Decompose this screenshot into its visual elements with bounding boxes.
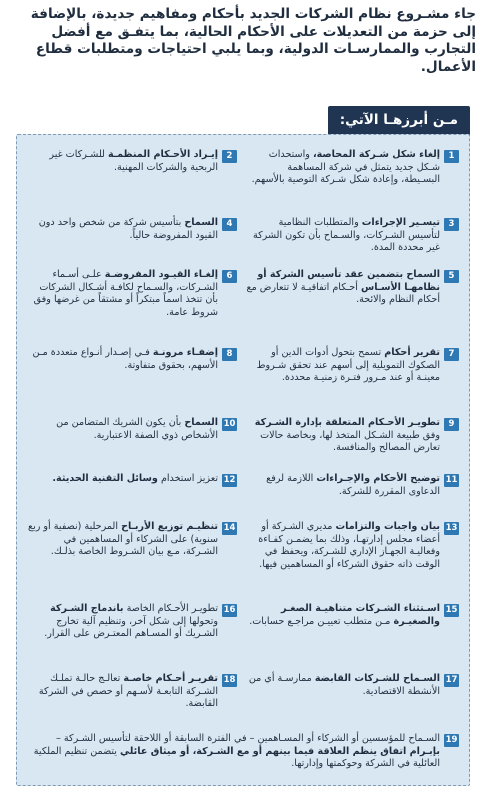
item-text [27, 603, 218, 641]
item-text [27, 347, 218, 372]
item-text [246, 217, 440, 255]
item-text [27, 673, 218, 711]
item-text [246, 149, 440, 187]
intro-paragraph [12, 6, 476, 76]
list-item-10 [27, 417, 237, 442]
item-text [27, 269, 218, 319]
item-bold: اسـتثناء الشـركات متناهيـة الصغـر والصغيـرة [280, 603, 440, 627]
item-body: ممارسـة أي من الأنشطة الاقتصادية. [248, 673, 440, 697]
item-body: وفق طبيعة الشـكل المتخذ لها، وبخاصة حالات تعارض المصالح والمنافسة. [260, 429, 440, 454]
item-number: 12 [223, 475, 236, 485]
item-text [246, 603, 440, 628]
item-body-2: وتحولها إلى شكل آخر، وتنظيم آلية تخارج الشـريك أو المسـاهم المعتـرض على القرار. [44, 615, 218, 640]
list-item-6 [27, 269, 237, 319]
list-item-8 [27, 347, 237, 372]
highlights-box [16, 134, 470, 786]
item-bold: تقرير أحكام [384, 347, 440, 358]
item-number: 11 [445, 475, 458, 485]
list-item-16 [27, 603, 237, 641]
item-text [246, 347, 440, 385]
item-body: تعالـج حالـة تملـك الشـركة التابعـة لأسـهم أو حصص في الشركة القابضة. [38, 673, 218, 710]
item-bold: السماح [184, 417, 218, 428]
list-item-4 [27, 217, 237, 242]
item-bold: تيسـير الإجراءات [361, 217, 440, 228]
item-body: علـى أسـماء الشـركات، والسـماح لكافـة أشـكال الشركات بأن تتخذ اسماً مبتكراً أو مشتقاً من غرضها وفق شروط عامة. [33, 269, 218, 318]
item-bold: إلغاء شكل شـركة المحاصة، [312, 149, 440, 160]
item-body: والمتطلبات النظامية لتأسيس الشـركات، والسـماح بأن تكون الشركة غير محددة المدة. [252, 217, 440, 254]
item-text [27, 473, 218, 487]
item-body: بأن يكون الشريك المتضامن من الأشخاص ذوي الصفة الاعتبارية. [56, 417, 218, 441]
item-number: 16 [223, 605, 236, 615]
item-text [246, 269, 440, 307]
item-text [27, 217, 218, 242]
list-item-15 [246, 603, 459, 628]
list-item-2 [27, 149, 237, 174]
intro-highlight: بأحكام ومفاهيم جديدة، [91, 6, 245, 22]
item-text [27, 521, 218, 559]
item-number: 5 [444, 270, 459, 283]
item-text [246, 673, 440, 698]
item-bold: بيان واجبات والتزامات [335, 521, 440, 532]
item-bold: إيـراد الأحـكام المنظمـة [108, 149, 218, 160]
item-number: 14 [223, 523, 236, 533]
list-item-12 [27, 473, 237, 487]
item-text [27, 417, 218, 442]
list-item-18 [27, 673, 237, 711]
item-text [246, 417, 440, 455]
item-number: 2 [222, 150, 237, 163]
item-bold: السـماح للشـركات القابضة [314, 673, 440, 684]
item-body: واستحداث شـكل جديد يتمثل في شركة المساهمة البسـيطة، وإعادة شكل شـركة التوصية بالأسهم. [251, 149, 440, 186]
item-body: تطويـر الأحـكام الخاصة [123, 603, 218, 614]
item-body: للشـركات غير الربحية والشركات المهنية. [49, 149, 218, 173]
item-number: 8 [222, 348, 237, 361]
item-text [246, 473, 440, 498]
item-number: 15 [445, 605, 458, 615]
item-bold: السماح بتضمين عقد تأسيس الشركة أو نظامهـا الأسـاس [257, 269, 440, 293]
item-number: 1 [444, 150, 459, 163]
item-number: 7 [444, 348, 459, 361]
item-body: فـي إصـدار أنـواع متعددة مـن الأسهم، بحقوق متفاوتة. [32, 347, 218, 371]
item-bold: تطويـر الأحـكام المتعلقة بإدارة الشـركة [254, 417, 440, 428]
item-number: 17 [445, 675, 458, 685]
item-bold: بإبـرام اتفاق ينظم العلاقة فيما بينهم أو مع الشـركة، أو ميثاق عائلي [120, 745, 440, 757]
item-bold: تنظيـم توزيع الأربـاح [121, 521, 218, 532]
item-bold: توضيح الأحكام والإجـراءات [316, 473, 440, 484]
item-body-2: يتضمن تنظيم الملكية العائلية في الشركة وحوكمتها وإدارتها. [33, 745, 440, 770]
list-item-19 [29, 733, 459, 771]
item-body: اللازمة لرفع الدعاوى المقررة للشركة. [266, 473, 440, 497]
item-number: 13 [445, 523, 458, 533]
item-number: 19 [445, 735, 458, 745]
item-text [29, 733, 440, 771]
item-bold: وسائل التقنية الحديثة. [52, 473, 158, 484]
item-number: 4 [222, 218, 237, 231]
list-item-1 [246, 149, 459, 187]
item-body: أحـكام اتفاقيـة لا تتعارض مع أحكام النظام والائحة. [246, 281, 440, 306]
intro-rest: بالإضافة إلى حزمة من التعديلات على الأحكام الحالية، بما يتفـق مع أفضل التجارب والممارسـات الدولية، وبما يلبي احتياجات ومتطلبات قطاع الأعمال. [30, 6, 476, 75]
item-bold: باندماج الشـركة [50, 603, 124, 614]
item-body: بتأسيس شركة من شخص واحد دون القيود المفروضة حالياً. [38, 217, 218, 241]
list-item-14 [27, 521, 237, 559]
item-bold: إضفـاء مرونـة [152, 347, 218, 358]
item-body: مديري الشـركة أو أعضاء مجلس إدارتهـا، وذلك بما يضمـن كفـاءة وفعاليـة الجهـاز الإداري للشـركة، ويحفظ في الوقت ذاته حقوق الشركاء أو المساهمين فيها. [258, 521, 440, 570]
list-item-17 [246, 673, 459, 698]
section-heading: مـن أبرزهـا الآتي: [328, 106, 470, 136]
item-body: تسمح بتحول أدوات الدين أو الصكوك التمويلية إلى أسهم عند تحقق شـروط معينـة أو عند مـرور فتـرة زمنيـة محددة. [256, 347, 440, 384]
list-item-11 [246, 473, 459, 498]
item-text [27, 149, 218, 174]
list-item-9 [246, 417, 459, 455]
section-heading-wrap [328, 106, 470, 136]
list-item-3 [246, 217, 459, 255]
list-item-7 [246, 347, 459, 385]
item-number: 10 [223, 419, 236, 429]
item-bold: تقريـر أحـكام خاصـة [123, 673, 218, 684]
item-text [246, 521, 440, 571]
item-number: 3 [444, 218, 459, 231]
intro-prefix: جاء مشـروع نظام الشركات الجديد [244, 6, 476, 22]
item-number: 9 [444, 418, 459, 431]
list-item-5 [246, 269, 459, 307]
item-body: مـن متطلب تعييـن مراجـع حسابات. [249, 615, 394, 627]
list-item-13 [246, 521, 459, 571]
item-body: تعزيز استخدام [157, 473, 218, 484]
item-number: 6 [222, 270, 237, 283]
item-body: السـماح للمؤسسين أو الشركاء أو المسـاهمين – في الفترة السابقة أو اللاحقة لتأسيس الشـركة – [56, 733, 440, 744]
item-number: 18 [223, 675, 236, 685]
item-body: المرحلية (نصفية أو ربع سنوية) على الشركاء أو المساهمين في الشـركة، مـع بيان الشـروط الخاصة بذلـك. [27, 521, 218, 558]
item-bold: السماح [184, 217, 218, 228]
item-bold: إلغـاء القيـود المفروضـة [104, 269, 218, 280]
